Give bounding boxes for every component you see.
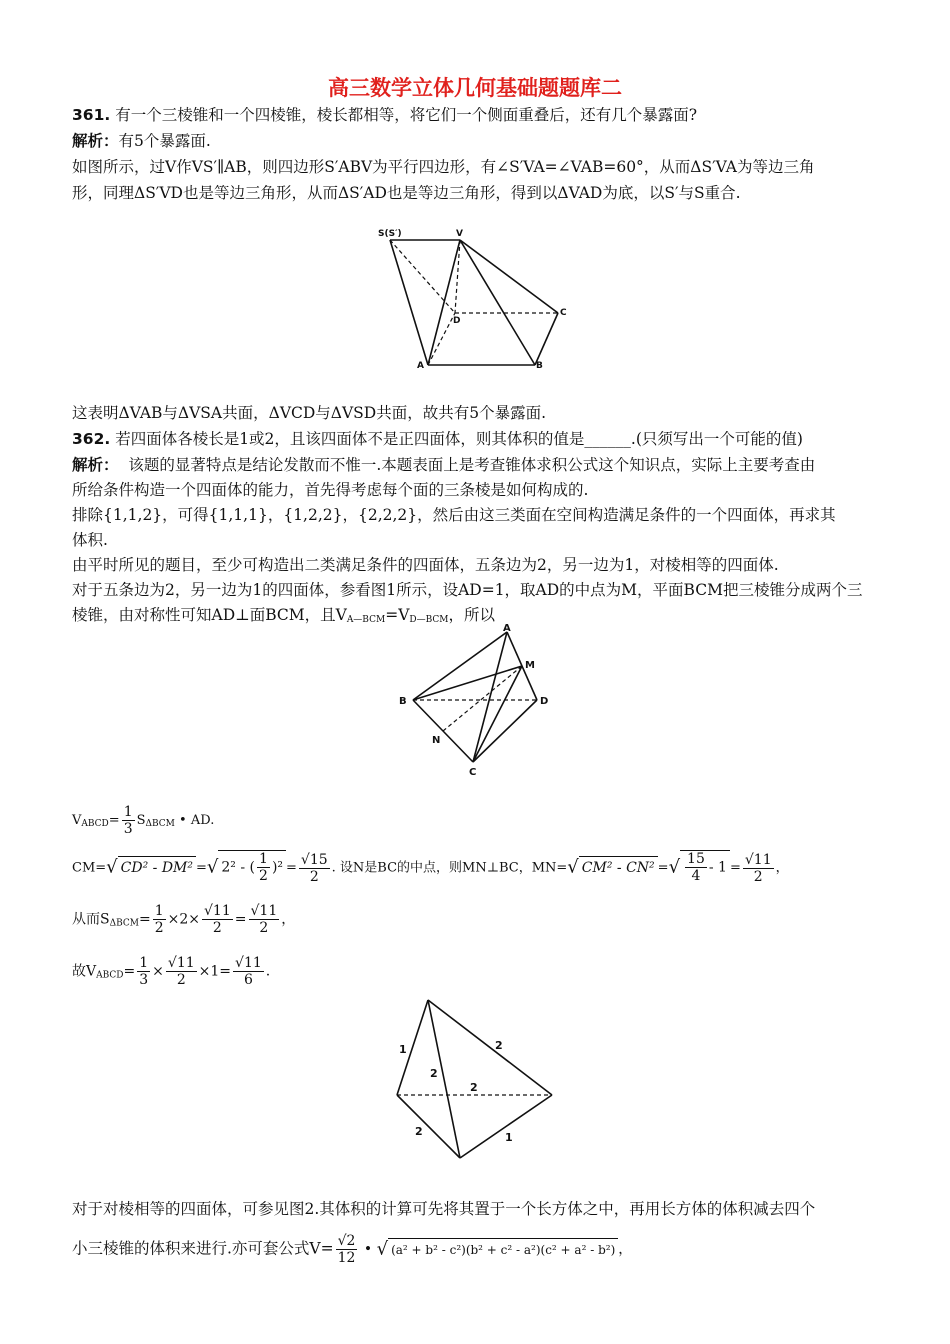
- denominator: 2: [259, 920, 269, 936]
- text: ×: [152, 963, 164, 980]
- numerator: 1: [259, 851, 268, 867]
- fraction: [137, 955, 150, 988]
- text: =: [286, 860, 297, 876]
- text: • AD.: [179, 813, 215, 828]
- edge-label-2: 2: [495, 1039, 503, 1052]
- numerator: √11: [204, 903, 231, 919]
- subscript: ΔBCM: [109, 918, 139, 929]
- numerator: 1: [139, 955, 149, 971]
- formula-cm-mn: [72, 850, 789, 885]
- subscript: ΔBCM: [145, 819, 175, 829]
- text: CM=: [72, 860, 107, 876]
- fraction: [743, 852, 774, 885]
- analysis-line-2: 所给条件构造一个四面体的能力，首先得考虑每个面的三条棱是如何构成的.: [72, 481, 589, 499]
- denominator: 6: [243, 972, 253, 988]
- label-V: V: [456, 229, 463, 239]
- text: . 设N是BC的中点，则MN⊥BC，MN=: [331, 860, 568, 876]
- numerator: √11: [250, 903, 278, 919]
- fraction: [257, 851, 270, 884]
- page-title: 高三数学立体几何基础题题库二: [328, 76, 622, 100]
- numerator: √15: [300, 851, 328, 868]
- denominator: 2: [176, 972, 186, 988]
- text: S: [136, 813, 146, 828]
- numerator: √11: [235, 955, 262, 971]
- sqrt-icon: √: [106, 856, 118, 878]
- denominator: 2: [753, 868, 763, 885]
- fraction: [299, 852, 330, 885]
- edge-label-5: 2: [415, 1125, 423, 1138]
- text: ，: [775, 860, 789, 876]
- numerator: 1: [123, 804, 133, 820]
- sqrt-icon: √: [206, 856, 219, 878]
- fraction: [166, 955, 197, 988]
- text: ×2×: [167, 911, 201, 928]
- label-M: M: [525, 660, 535, 671]
- formula-area: [72, 903, 295, 936]
- text: )²: [271, 859, 284, 876]
- analysis-line-4: 体积.: [72, 531, 108, 549]
- radicand: (a² + b² - c²)(b² + c² - a²)(c² + a² - b²): [388, 1238, 618, 1261]
- text: ，: [281, 911, 296, 928]
- fraction: [153, 903, 166, 936]
- denominator: 12: [337, 1250, 356, 1266]
- text: 从而S: [72, 911, 110, 928]
- figure-pyramid-merge: [370, 225, 580, 380]
- text: .: [265, 963, 271, 980]
- sqrt-icon: √: [567, 856, 579, 878]
- answer-text: 有5个暴露面.: [118, 132, 211, 150]
- text: =V: [385, 606, 410, 624]
- edge-label-6: 1: [505, 1131, 513, 1144]
- subscript: ABCD: [81, 819, 109, 829]
- radicand: CM² - CN²: [579, 856, 658, 879]
- problem-number: 361.: [72, 106, 111, 124]
- text: =: [657, 860, 669, 876]
- question-text: 若四面体各棱长是1或2，且该四面体不是正四面体，则其体积的值是______.(只须写出一个可能的值): [115, 430, 803, 448]
- analysis-line-3: 排除{1,1,2}，可得{1,1,1}，{1,2,2}，{2,2,2}，然后由这三类面在空间构造满足条件的一个四面体，再求其: [72, 506, 836, 524]
- text: V: [72, 813, 82, 828]
- numerator: √11: [167, 955, 195, 971]
- formula-volume: [72, 804, 214, 837]
- text: 故V: [72, 963, 97, 980]
- subscript: ABCD: [96, 970, 124, 981]
- fraction: [233, 955, 264, 988]
- conclusion-361: 这表明ΔVAB与ΔVSA共面，ΔVCD与ΔVSD共面，故共有5个暴露面.: [72, 404, 547, 422]
- numerator: 15: [687, 851, 705, 867]
- figure-2-tetrahedron: [385, 990, 565, 1165]
- analysis-line-6: 对于五条边为2，另一边为1的四面体，参看图1所示，设AD=1，取AD的中点为M，平面BCM把三棱锥分成两个三: [72, 581, 863, 599]
- analysis-label: 解析：: [72, 456, 119, 474]
- label-N: N: [432, 735, 441, 746]
- edge-label-1: 1: [399, 1043, 407, 1056]
- explain-line-1: 如图所示，过V作VS′∥AB，则四边形S′ABV为平行四边形，有∠S′VA=∠VAB=60°，从而ΔS′VA为等边三角: [72, 158, 815, 176]
- figure-1-tetrahedron: [395, 622, 555, 782]
- question-text: 有一个三棱锥和一个四棱锥，棱长都相等，将它们一个侧面重叠后，还有几个暴露面?: [115, 106, 698, 124]
- text: =: [138, 911, 151, 928]
- fraction: [685, 851, 707, 884]
- denominator: 2: [309, 868, 319, 885]
- formula-result: [72, 955, 270, 988]
- numerator: √11: [744, 851, 772, 868]
- analysis-line-8: 对于对棱相等的四面体，可参见图2.其体积的计算可先将其置于一个长方体之中，再用长方体的体积减去四个: [72, 1200, 816, 1218]
- label-C: C: [469, 767, 477, 778]
- denominator: 2: [259, 868, 268, 884]
- radicand: CD² - DM²: [118, 856, 196, 879]
- problem-361-answer: [72, 130, 211, 152]
- denominator: 3: [123, 821, 133, 837]
- edge-label-3: 2: [430, 1067, 438, 1080]
- denominator: 2: [154, 920, 164, 936]
- text: •: [363, 1241, 373, 1258]
- text: ×1=: [198, 963, 232, 980]
- label-D: D: [540, 696, 549, 707]
- text: =: [196, 860, 207, 876]
- text: 2² - (: [221, 859, 256, 876]
- radicand: [680, 850, 730, 884]
- denominator: 4: [691, 868, 701, 884]
- text: =: [729, 860, 741, 876]
- sqrt-icon: √: [376, 1238, 389, 1260]
- label-D: D: [453, 316, 461, 326]
- label-A: A: [417, 361, 424, 371]
- numerator: 1: [154, 903, 164, 919]
- edge-label-4: 2: [470, 1081, 478, 1094]
- label-S: S(S′): [378, 229, 402, 239]
- subscript: D—BCM: [409, 615, 449, 625]
- denominator: 3: [139, 972, 149, 988]
- label-A: A: [503, 623, 511, 634]
- problem-362-question: [72, 428, 803, 450]
- text: 小三棱锥的体积来进行.亦可套公式V=: [72, 1239, 334, 1258]
- text: ，所以: [448, 606, 496, 624]
- problem-361-question: [72, 104, 697, 126]
- text: ，: [618, 1241, 633, 1258]
- fraction: [336, 1233, 358, 1266]
- denominator: 2: [212, 920, 222, 936]
- label-C: C: [560, 308, 567, 318]
- fraction: [249, 903, 280, 936]
- text: =: [108, 813, 120, 828]
- analysis-line-1: [72, 454, 815, 476]
- problem-number: 362.: [72, 430, 111, 448]
- formula-volume-general: [72, 1233, 632, 1266]
- analysis-text: 该题的显著特点是结论发散而不惟一.本题表面上是考查锥体求积公式这个知识点，实际上主要考查由: [128, 456, 816, 474]
- text: =: [123, 963, 136, 980]
- fraction: [202, 903, 233, 936]
- subscript: A—BCM: [346, 615, 386, 625]
- numerator: √2: [337, 1233, 356, 1249]
- analysis-line-5: 由平时所见的题目，至少可构造出二类满足条件的四面体，五条边为2，另一边为1，对棱相等的四面体.: [72, 556, 779, 574]
- sqrt-icon: √: [668, 856, 681, 878]
- analysis-label: 解析：: [72, 132, 119, 150]
- text: 棱锥，由对称性可知AD⊥面BCM，且V: [72, 606, 347, 624]
- fraction: [122, 804, 135, 837]
- label-B: B: [536, 361, 543, 371]
- label-B: B: [399, 696, 407, 707]
- text: - 1: [708, 859, 727, 876]
- text: =: [234, 911, 247, 928]
- radicand: [218, 850, 286, 884]
- explain-line-2: 形，同理ΔS′VD也是等边三角形，从而ΔS′AD也是等边三角形，得到以ΔVAD为底，以S′与S重合.: [72, 184, 741, 202]
